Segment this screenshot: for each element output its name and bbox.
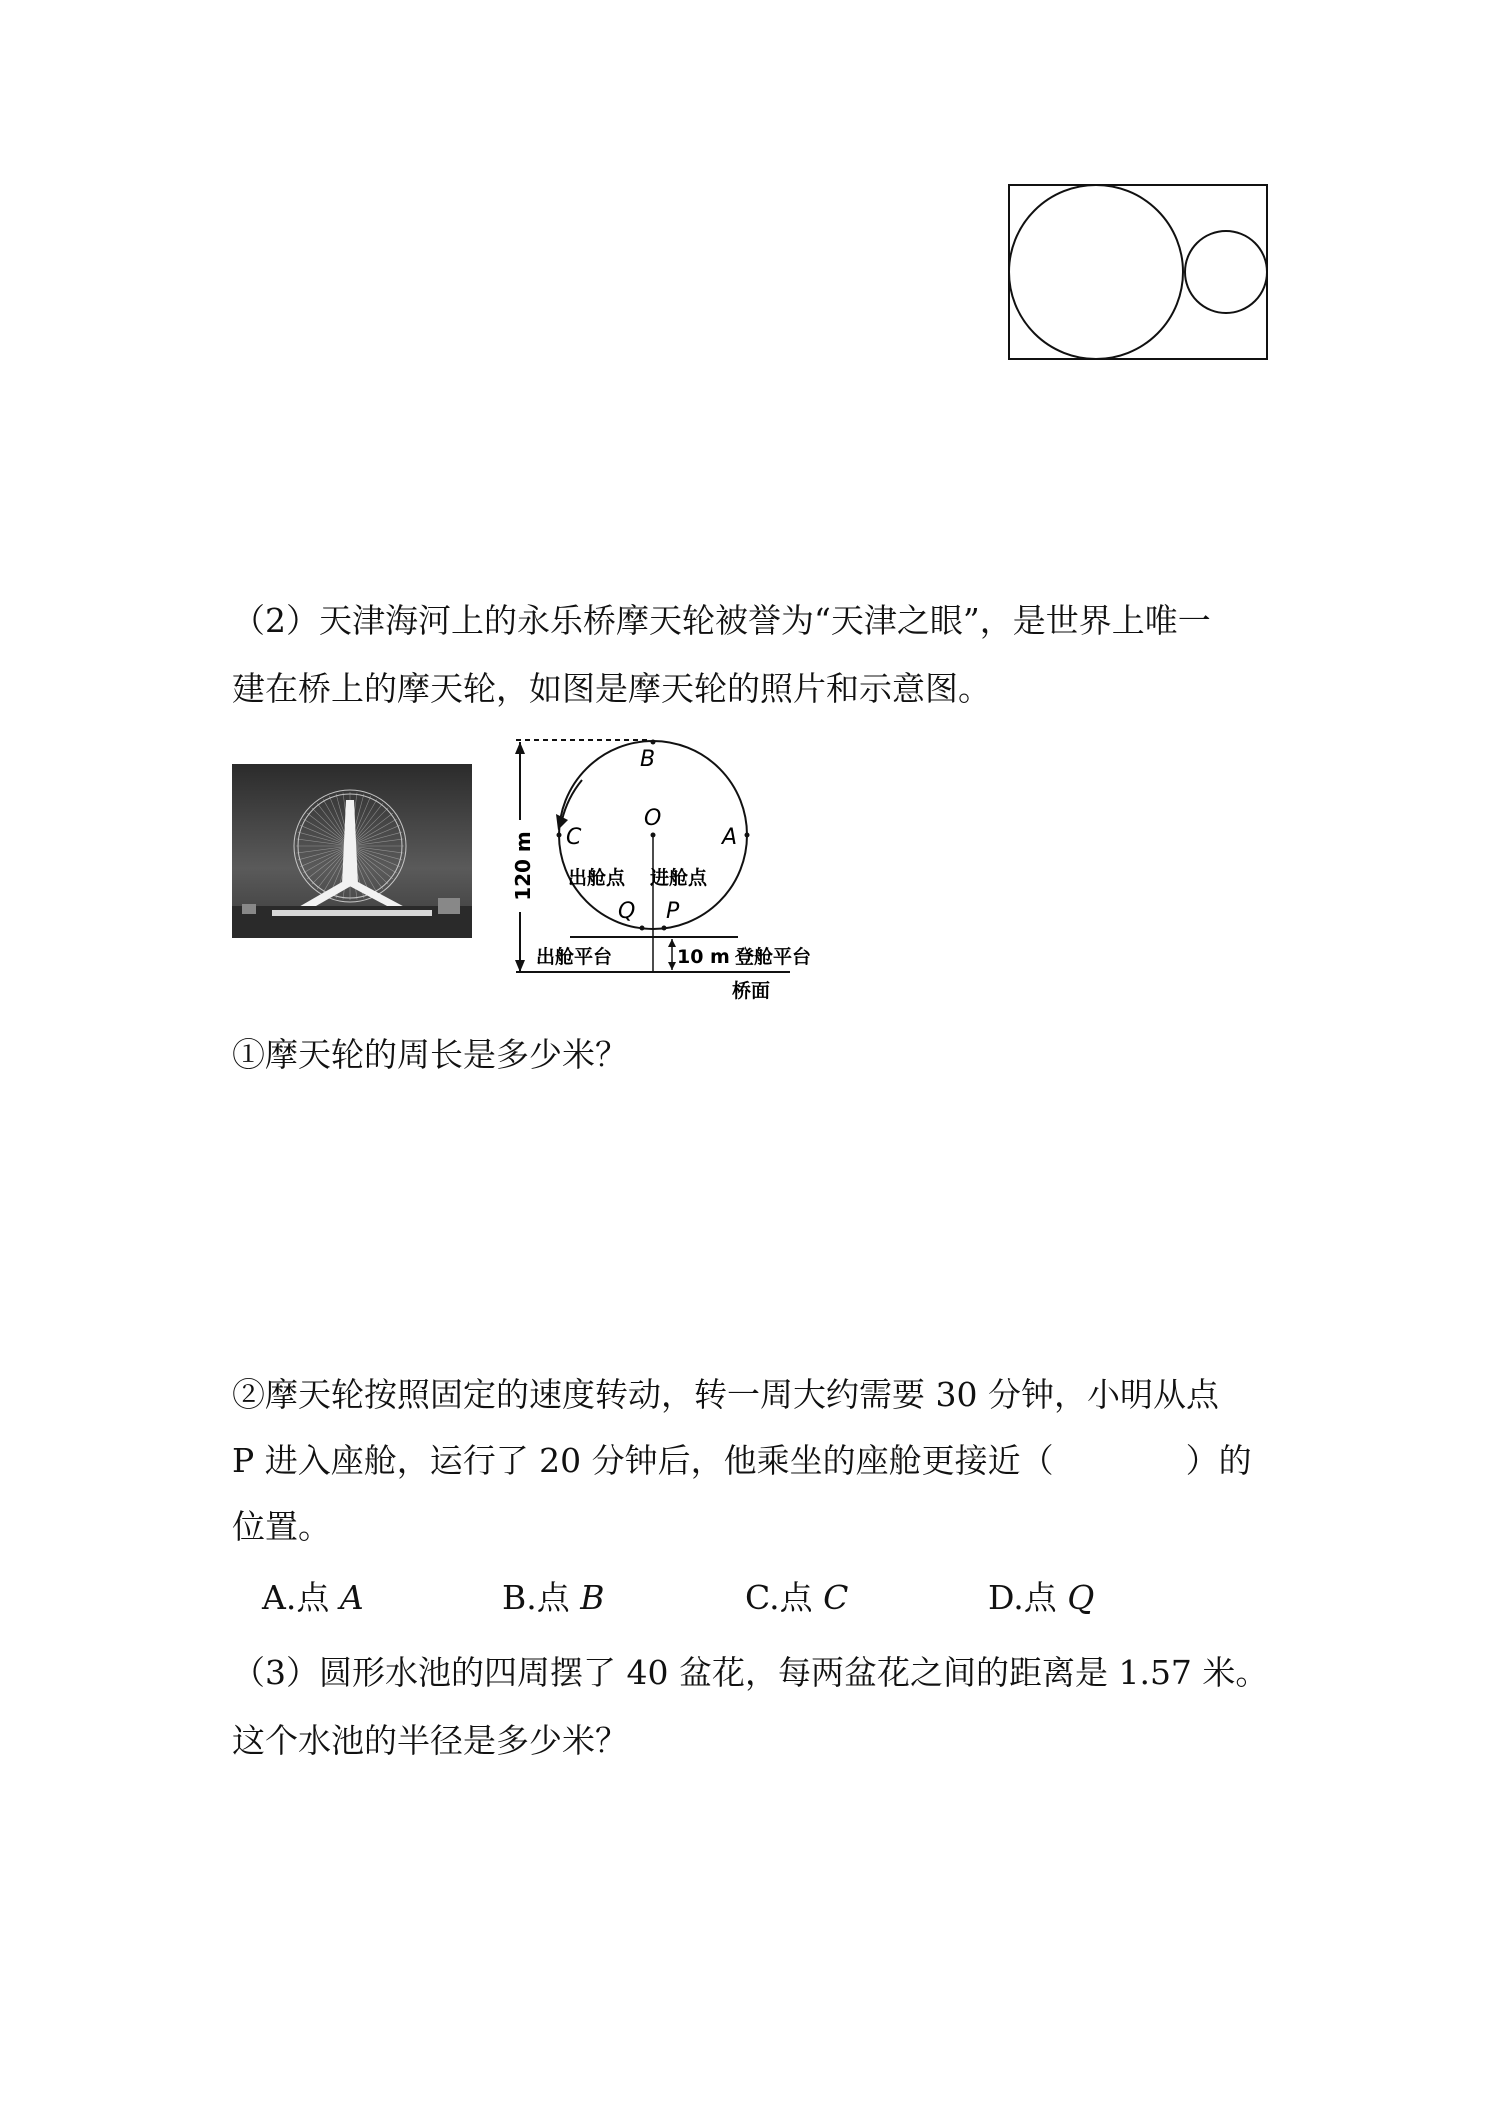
label-o: O [644, 806, 662, 831]
label-a: A [722, 825, 738, 850]
arrow-up-icon [515, 742, 525, 754]
point-o [651, 833, 656, 838]
option-a-point: A [339, 1578, 364, 1617]
option-d-prefix: D.点 [988, 1578, 1068, 1617]
label-p: P [666, 899, 680, 924]
problem-3-line-2: 这个水池的半径是多少米？ [232, 1721, 628, 1760]
option-c [745, 1572, 848, 1624]
option-a [262, 1572, 364, 1624]
point-a [745, 833, 750, 838]
small-arrow-down-icon [668, 962, 676, 970]
large-circle [1009, 185, 1183, 359]
exit-platform-label: 出舱平台 [536, 946, 613, 968]
option-c-point: C [823, 1578, 849, 1617]
point-c [557, 833, 562, 838]
small-arrow-up-icon [668, 939, 676, 947]
option-b-point: B [580, 1578, 605, 1617]
option-b-prefix: B.点 [502, 1578, 581, 1617]
option-b [502, 1572, 605, 1624]
outer-rectangle [1009, 185, 1267, 359]
bridge-deck-label: 桥面 [732, 980, 771, 1002]
point-q [640, 926, 645, 931]
problem-3-line-1: （3）圆形水池的四周摆了 40 盆花，每两盆花之间的距离是 1.57 米。 [232, 1653, 1269, 1692]
rectangle-two-circles-figure [1005, 182, 1273, 364]
boarding-platform-label: 登舱平台 [735, 946, 812, 968]
point-b [651, 740, 656, 745]
platform-height-label: 10 m [677, 946, 730, 968]
question-2-line-1: ②摩天轮按照固定的速度转动，转一周大约需要 30 分钟，小明从点 [232, 1375, 1219, 1414]
question-2-line-3: 位置。 [232, 1507, 331, 1546]
label-q: Q [618, 899, 636, 924]
question-1: ①摩天轮的周长是多少米？ [232, 1035, 628, 1074]
question-2-line-2: P 进入座舱，运行了 20 分钟后，他乘坐的座舱更接近（ ）的 [232, 1441, 1252, 1480]
option-c-prefix: C.点 [745, 1578, 824, 1617]
point-p [662, 926, 667, 931]
option-d-point: Q [1067, 1578, 1095, 1617]
entry-point-label: 进舱点 [650, 867, 708, 889]
height-label: 120 m [511, 831, 535, 901]
label-c: C [566, 825, 582, 850]
ferris-wheel-diagram [500, 732, 870, 1007]
exit-point-label: 出舱点 [568, 867, 626, 889]
option-d [988, 1572, 1094, 1624]
label-b: B [640, 747, 656, 772]
problem-2-line-1: （2）天津海河上的永乐桥摩天轮被誉为“天津之眼”，是世界上唯一 [232, 601, 1211, 640]
ferris-wheel-photo [232, 764, 472, 938]
option-a-prefix: A.点 [262, 1578, 340, 1617]
problem-2-line-2: 建在桥上的摩天轮，如图是摩天轮的照片和示意图。 [232, 669, 991, 708]
small-circle [1185, 231, 1267, 313]
arrow-down-icon [515, 960, 525, 972]
